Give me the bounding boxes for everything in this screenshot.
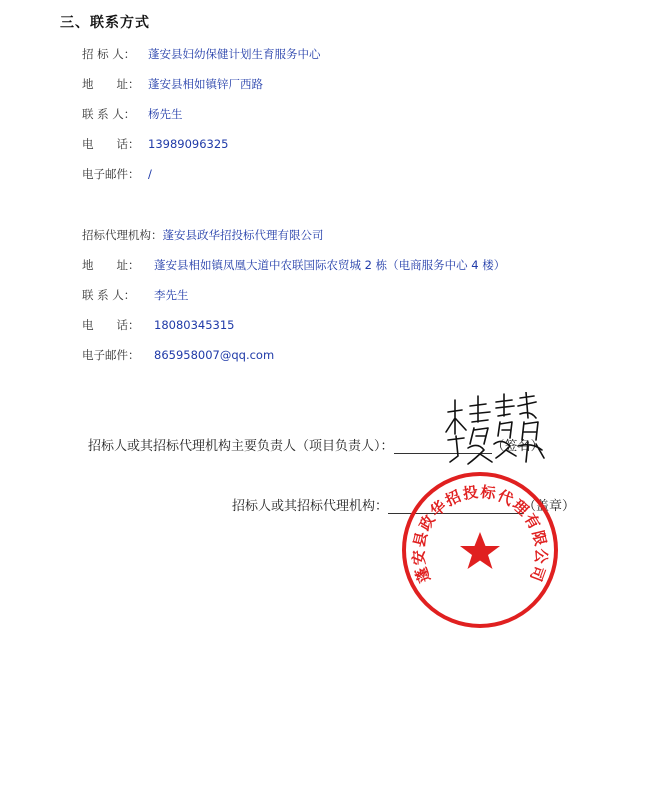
org-seal-label: 招标人或其招标代理机构： [232,499,389,514]
tenderer-address-label: 地 址： [82,77,140,91]
tenderer-phone-label: 电 话： [82,137,140,151]
tenderer-email-label: 电子邮件： [82,167,140,181]
tenderer-address: 蓬安县相如镇锌厂西路 [148,77,263,91]
leader-signature-suffix: （签名） [491,439,544,454]
agency-name: 蓬安县政华招投标代理有限公司 [162,228,324,242]
leader-signature-label: 招标人或其招标代理机构主要负责人（项目负责人）： [88,439,394,454]
tenderer-email: / [148,167,152,181]
tenderer-contact-label: 联 系 人： [82,107,136,121]
agency-phone-row [82,316,234,334]
company-seal [400,470,560,630]
tenderer-name-label: 招 标 人： [82,47,136,61]
tenderer-contact-row [82,105,183,123]
tenderer-address-row [82,75,263,93]
agency-name-row [82,226,324,244]
handwritten-signature [440,392,550,472]
agency-phone: 18080345315 [154,318,235,332]
tenderer-phone-row [82,135,228,153]
agency-address: 蓬安县相如镇凤凰大道中农联国际农贸城 2 栋（电商服务中心 4 楼） [154,258,506,272]
tenderer-name-row [82,45,321,63]
tenderer-contact: 杨先生 [148,107,183,121]
agency-email: 865958007@qq.com [154,348,275,362]
tenderer-phone: 13989096325 [148,137,229,151]
agency-email-row [82,346,274,364]
agency-contact-label: 联 系 人： [82,288,136,302]
agency-name-label: 招标代理机构： [82,228,163,242]
tenderer-email-row [82,165,152,183]
org-seal-suffix: （盖章） [523,499,576,514]
agency-contact-row [82,286,189,304]
agency-phone-label: 电 话： [82,318,140,332]
agency-address-label: 地 址： [82,258,140,272]
seal-star-icon [460,532,500,569]
agency-contact: 李先生 [154,288,189,302]
seal-text: 蓬安县政华招投标代理有限公司 [409,482,551,586]
section-title: 三、联系方式 [60,15,150,31]
tenderer-name: 蓬安县妇幼保健计划生育服务中心 [148,47,321,61]
agency-email-label: 电子邮件： [82,348,140,362]
agency-address-row [82,256,505,274]
